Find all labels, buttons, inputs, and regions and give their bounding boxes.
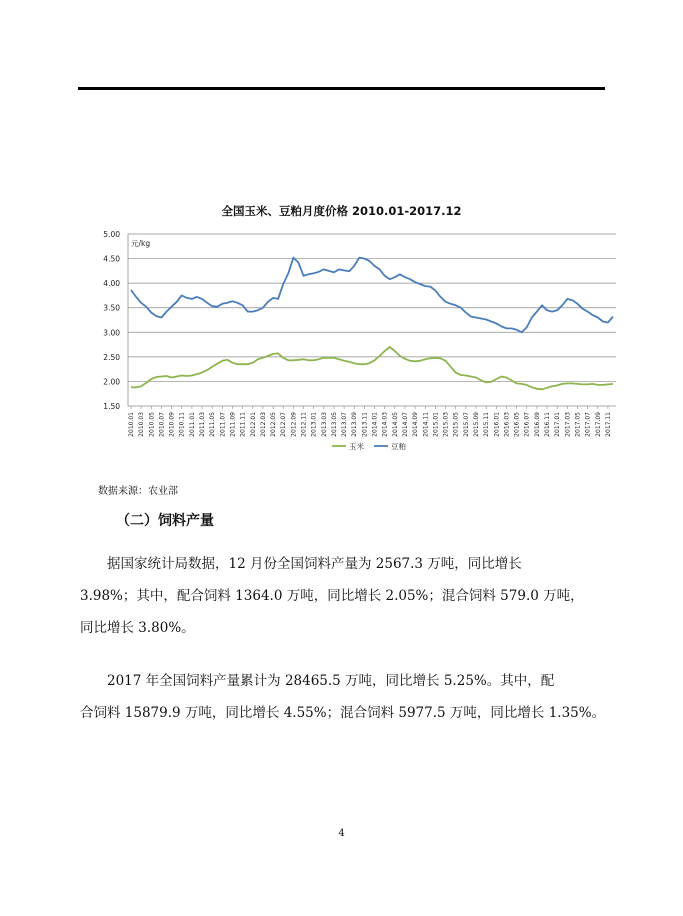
x-tick-label: 2010.03 (138, 412, 146, 437)
x-tick-label: 2016.05 (513, 412, 521, 437)
x-tick-label: 2012.05 (270, 412, 278, 437)
x-tick-label: 2015.01 (432, 412, 440, 437)
x-tick-label: 2017.03 (564, 412, 572, 437)
x-tick-label: 2013.11 (361, 412, 369, 437)
x-tick-label: 2017.01 (554, 412, 562, 437)
x-tick-label: 2015.11 (483, 412, 491, 437)
x-tick-label: 2011.09 (229, 412, 237, 437)
x-tick-label: 2010.07 (158, 412, 166, 437)
x-tick-label: 2010.01 (128, 412, 135, 437)
x-tick-label: 2011.07 (219, 412, 227, 437)
page-number: 4 (338, 828, 345, 839)
x-tick-label: 2014.03 (381, 412, 389, 437)
x-tick-label: 2013.01 (310, 412, 318, 437)
x-tick-label: 2014.01 (371, 412, 379, 437)
paragraph-line: 据国家统计局数据，12 月份全国饲料产量为 2567.3 万吨，同比增长 (107, 556, 522, 572)
x-tick-label: 2014.11 (422, 412, 430, 437)
x-tick-label: 2017.11 (604, 412, 612, 437)
paragraph-line: 合饲料 15879.9 万吨，同比增长 4.55%；混合饲料 5977.5 万吨，同比增长 1.35%。 (80, 705, 606, 721)
x-tick-label: 2010.11 (178, 412, 186, 437)
y-tick-label: 2.00 (103, 377, 120, 387)
paragraph-line: 同比增长 3.80%。 (80, 620, 195, 636)
paragraph-line: 3.98%；其中，配合饲料 1364.0 万吨，同比增长 2.05%；混合饲料 579.0 万吨， (80, 588, 584, 604)
x-tick-label: 2014.05 (391, 412, 399, 437)
x-tick-label: 2011.01 (188, 412, 196, 437)
x-tick-label: 2014.07 (401, 412, 409, 437)
x-tick-label: 2013.07 (341, 412, 349, 437)
series-line-soymeal (131, 258, 613, 333)
x-tick-label: 2016.09 (533, 412, 541, 437)
y-tick-label: 3.00 (103, 328, 120, 338)
section-heading: （二）饲料产量 (116, 513, 214, 529)
x-tick-label: 2015.05 (452, 412, 460, 437)
x-tick-label: 2012.03 (259, 412, 267, 437)
chart-title: 全国玉米、豆粕月度价格 2010.01-2017.12 (221, 204, 462, 218)
y-tick-label: 5.00 (103, 230, 120, 239)
y-tick-label: 4.00 (103, 279, 120, 289)
x-tick-label: 2016.11 (544, 412, 552, 437)
x-tick-label: 2016.03 (503, 412, 511, 437)
x-tick-label: 2010.09 (168, 412, 176, 437)
x-tick-label: 2012.11 (300, 412, 308, 437)
x-tick-label: 2013.05 (330, 412, 338, 437)
y-axis-unit-label: 元/kg (131, 239, 151, 248)
x-tick-label: 2013.03 (320, 412, 328, 437)
x-tick-label: 2015.03 (442, 412, 450, 437)
x-tick-label: 2015.09 (473, 412, 481, 437)
x-tick-label: 2014.09 (412, 412, 420, 437)
x-tick-label: 2015.07 (462, 412, 470, 437)
paragraph-line: 2017 年全国饲料产量累计为 28465.5 万吨，同比增长 5.25%。其中，配 (107, 673, 555, 689)
paragraph-monthly-output (80, 548, 604, 644)
x-tick-label: 2017.09 (594, 412, 602, 437)
series-line-corn (131, 347, 613, 389)
x-tick-label: 2011.05 (209, 412, 217, 437)
x-tick-label: 2011.11 (239, 412, 247, 437)
y-tick-label: 1.50 (103, 402, 120, 411)
x-tick-label: 2016.01 (493, 412, 501, 437)
x-tick-label: 2012.01 (249, 412, 257, 437)
paragraph-annual-output (80, 665, 604, 729)
x-tick-label: 2012.07 (280, 412, 288, 437)
x-tick-label: 2016.07 (523, 412, 531, 437)
legend-label: 豆粕 (391, 442, 406, 451)
y-tick-label: 3.50 (103, 303, 120, 313)
y-tick-label: 4.50 (103, 254, 120, 264)
x-tick-label: 2010.05 (148, 412, 156, 437)
x-tick-label: 2013.09 (351, 412, 359, 437)
x-tick-label: 2012.09 (290, 412, 298, 437)
x-tick-label: 2011.03 (199, 412, 207, 437)
legend-label: 玉米 (349, 442, 364, 451)
x-tick-label: 2017.05 (574, 412, 582, 437)
data-source: 数据来源：农业部 (98, 486, 178, 497)
y-tick-label: 2.50 (103, 352, 120, 362)
x-tick-label: 2017.07 (584, 412, 592, 437)
